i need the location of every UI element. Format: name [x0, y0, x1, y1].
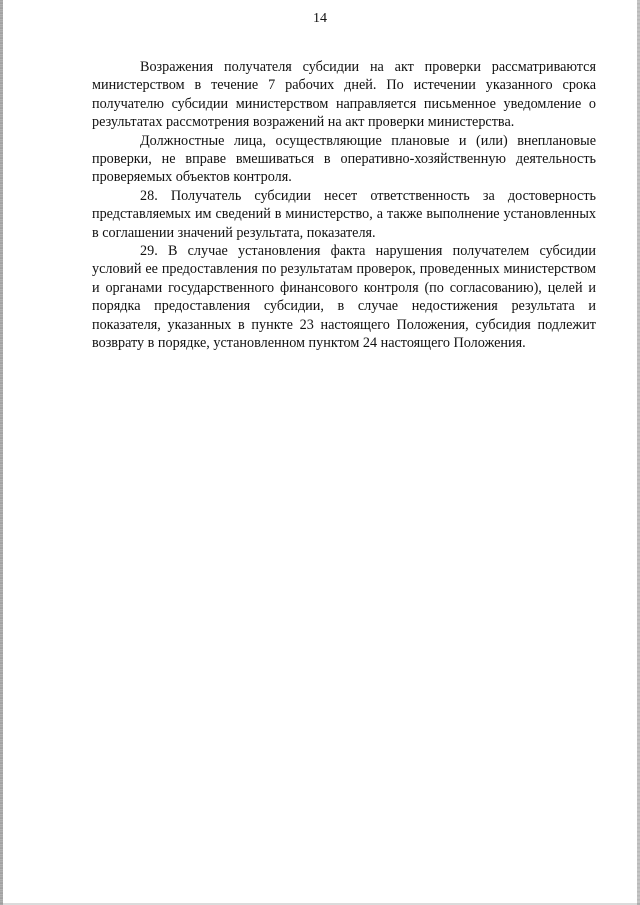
scan-edge-left [0, 0, 3, 905]
paragraph-officials-restriction: Должностные лица, осуществляющие плановые и (или) внеплановые проверки, не вправе вмешиваться в оперативно-хозяйственную деятельность проверяемых объектов контроля. [92, 132, 596, 186]
paragraph-28-responsibility: 28. Получатель субсидии несет ответственность за достоверность представляемых им сведений в министерство, а также выполнение установленных в соглашении значений результата, показателя. [92, 187, 596, 241]
paragraph-objections-review: Возражения получателя субсидии на акт проверки рассматриваются министерством в течение 7 рабочих дней. По истечении указанного срока получателю субсидии министерством направляется письменное уведомление о результатах рассмотрения возражений на акт проверки министерства. [92, 59, 596, 131]
document-body [92, 58, 596, 353]
paragraph-29-subsidy-return: 29. В случае установления факта нарушения получателем субсидии условий ее предоставления по результатам проверок, проведенных министерством и органами государственного финансового контроля (по согласованию), целей и порядка предоставления субсидии, в случае недостижения результата и показателя, указанных в пункте 23 настоящего Положения, субсидия подлежит возврату в порядке, установленном пунктом 24 настоящего Положения. [92, 243, 596, 352]
page-number: 14 [313, 11, 327, 26]
